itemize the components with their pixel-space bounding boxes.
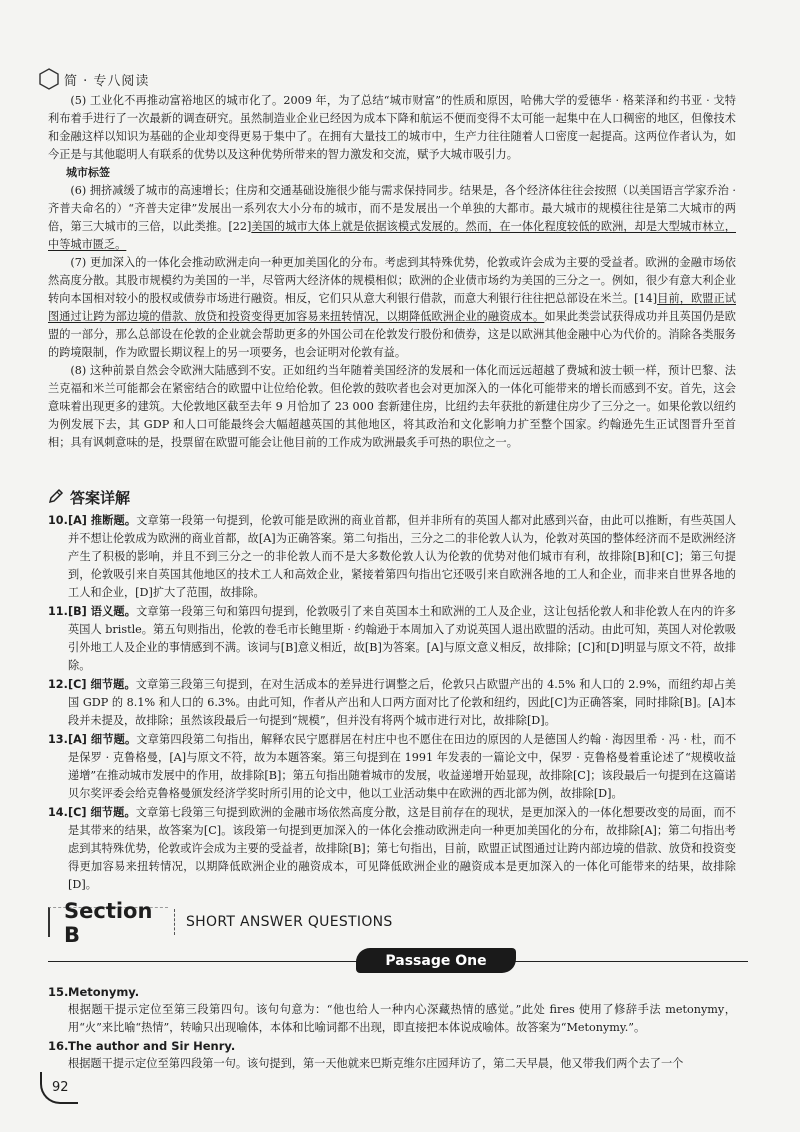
answer-item	[48, 676, 736, 730]
short-answer-heading	[48, 1037, 736, 1055]
answer-key: [B] 语义题。	[68, 605, 137, 618]
paragraph-6	[48, 182, 736, 254]
answer-text: 文章第一段第三句和第四句提到，伦敦吸引了来自英国本土和欧洲的工人及企业，这让包括伦敦人和非伦敦人在内的许多英国人 bristle。第五句则指出，伦敦的卷毛市长鲍里斯 · 约翰逊于本周加入了劝说英国人退出欧盟的活动。由此可知，英国人对伦敦吸引外地工人及企业的事情感到不满。该词与[B]意义相近，故[B]为答案。[A]与原文意义相反，故排除；[C]和[D]明显与原文不符，故排除。	[68, 605, 736, 672]
answer-list	[48, 512, 736, 895]
answer-number: 13.	[48, 733, 68, 746]
answer-body	[68, 512, 736, 602]
section-subtitle: SHORT ANSWER QUESTIONS	[186, 914, 393, 930]
paragraph-7-text: (7) 更加深入的一体化会推动欧洲走向一种更加美国化的分布。考虑到其特殊优势，伦敦或许会成为主要的受益者。欧洲的金融市场依然高度分散。其股市规模约为美国的一半，尽管两大经济体的规模相似；欧洲的企业债市场约为美国的三分之一。例如，很少有意大利企业转向本国相对较小的股权或债券市场进行融资。相反，它们只从意大利银行借款，而意大利银行往往把总部设在米兰。[14]	[48, 256, 736, 305]
answer-body	[68, 603, 736, 675]
answer-text: 文章第三段第三句提到，在对生活成本的差异进行调整之后，伦敦只占欧盟产出的 4.5% 和人口的 2.9%，而纽约却占美国 GDP 的 8.1% 和人口的 6.3%。由此可知，作者从产出和人口两方面对比了伦敦和纽约，因此[C]为正确答案，同时排除[B]。[A]本段并未提及，故排除；虽然该段最后一句提到“规模”，但并没有将两个城市进行对比，故排除[D]。	[68, 678, 736, 727]
paragraph-7	[48, 254, 736, 362]
answer-body	[68, 731, 736, 803]
paragraph-6-underlined: 美国的城市大体上就是依据该模式发展的。然而，在一体化程度较低的欧洲，却是大型城市林立，中等城市匮乏。	[48, 220, 736, 251]
answer-key: [C] 细节题。	[68, 806, 136, 819]
answer-body	[68, 804, 736, 894]
hexagon-icon	[38, 68, 60, 90]
short-answer-list	[48, 983, 736, 1073]
page-number-badge	[40, 1072, 80, 1102]
book-label: 简 · 专八阅读	[64, 73, 150, 89]
short-answer-answer: The author and Sir Henry.	[68, 1039, 236, 1053]
short-answer-number: 16.	[48, 1039, 69, 1053]
answers-title: 答案详解	[70, 489, 131, 507]
passage-banner	[48, 946, 748, 976]
answer-number: 14.	[48, 806, 68, 819]
answer-number: 12.	[48, 678, 68, 691]
answer-number: 11.	[48, 605, 68, 618]
paragraph-7-text-end: 如果此类尝试获得成功并且英国仍是欧盟的一部分，那么总部设在伦敦的企业就会帮助更多的外国公司在伦敦发行股份和债券，这是以欧洲其他金融中心为代价的。消除各类服务的跨境限制，作为欧盟长期议程上的另一项要务，也会证明对伦敦有益。	[48, 310, 736, 359]
passage-body	[48, 92, 736, 452]
answer-body	[68, 676, 736, 730]
answer-text: 文章第一段第一句提到，伦敦可能是欧洲的商业首都，但并非所有的英国人都对此感到兴奋，由此可以推断，有些英国人并不想让伦敦成为欧洲的商业首都，故[A]为正确答案。第二句指出，三分之二的非伦敦人认为，伦敦对英国的整体经济而不是欧洲经济产生了积极的影响，并且不到三分之一的非伦敦人而不是大多数伦敦人认为伦敦的优势对他们城市有利，故排除[B]和[C]；第三句提到，伦敦吸引来自英国其他地区的技术工人和高效企业，紧接着第四句指出它还吸引来自欧洲各地的工人和企业，而非来自世界各地的工人和企业，[D]扩大了范围，故排除。	[68, 514, 737, 599]
answer-key: [A] 细节题。	[68, 733, 137, 746]
passage-label: Passage One	[356, 948, 516, 973]
paragraph-5: (5) 工业化不再推动富裕地区的城市化了。2009 年，为了总结“城市财富”的性质和原因，哈佛大学的爱德华 · 格莱泽和约书亚 · 戈特利布着手进行了一次最新的调查研究。虽然制造业企业已经因为成本下降和航运不便而变得不太可能一起集中在人口稠密的地区，但像技术和金融这样以知识为基础的企业却变得更易于集中了。在拥有大量技工的城市中，生产力往往随着人口密度一起提高。这两位作者认为，如今正是与其他聪明人有联系的优势以及这种优势所带来的智力激发和交流，赋予大城市吸引力。	[48, 94, 736, 161]
page-number: 92	[52, 1080, 69, 1095]
paragraph-8: (8) 这种前景自然会令欧洲大陆感到不安。正如纽约当年随着美国经济的发展和一体化而远远超越了费城和波士顿一样，预计巴黎、法兰克福和米兰可能都会在紧密结合的欧盟中让位给伦敦。但伦敦的鼓吹者也会对更加深入的一体化可能带来的增长而感到不安。首先，这会意味着出现更多的建筑。大伦敦地区截至去年 9 月恰加了 23 000 套新建住房，比纽约去年获批的新建住房少了三分之一。如果伦敦以纽约为例发展下去，其 GDP 和人口可能最终会大幅超越英国的其他地区，将其政治和文化影响力扩至整个国家。约翰逊先生正试图晋升至首相；具有讽刺意味的是，投票留在欧盟可能会让他目前的工作成为欧洲最炙手可热的职位之一。	[48, 364, 736, 449]
section-divider	[174, 909, 176, 935]
short-answer-number: 15.	[48, 985, 69, 999]
section-title: Section B	[64, 898, 153, 947]
short-answer-item	[48, 1037, 736, 1073]
paragraph-7-underlined: 目前，欧盟正试图通过让跨为部边境的借款、放贷和投资变得更加容易来扭转情况，以期降低欧洲企业的融资成本。	[48, 292, 736, 323]
short-answer-explanation: 根据题干提示定位至第三段第四句。该句句意为：“他也给人一种内心深藏热情的感觉。”此处 fires 使用了修辞手法 metonymy，用“火”来比喻“热情”，转喻只出现喻体，本体和比喻词都不出现，即直接把本体说成喻体。故答案为“Metonymy.”。	[68, 1003, 736, 1034]
answer-number: 10.	[48, 514, 68, 527]
answer-key: [C] 细节题。	[68, 678, 136, 691]
short-answer-answer: Metonymy.	[68, 985, 140, 999]
answer-text: 文章第四段第二句指出，解释农民宁愿群居在村庄中也不愿住在田边的原因的人是德国人约翰 · 海因里希 · 冯 · 杜，而不是保罗 · 克鲁格曼，[A]与原文不符，故为本题答案。第三句提到在 1991 年发表的一篇论文中，保罗 · 克鲁格曼着重论述了“规模收益递增”在推动城市发展中的作用，故排除[B]；第五句指出随着城市的发展，收益递增开始显现，故排除[C]；该段最后一句提到在这篇诺贝尔奖评委会给克鲁格曼颁发经济学奖时所引用的论文中，他以工业活动集中在欧洲的西北部为例，故排除[D]。	[68, 733, 737, 800]
paragraph-6-text: (6) 拥挤减缓了城市的高速增长；住房和交通基础设施很少能与需求保持同步。结果是，各个经济体往往会按照（以美国语言学家乔治 · 齐普夫命名的）“齐普夫定律”发展出一系列农大小分布的城市，而不是发展出一个单独的大都市。最大城市的规模往往是第二大城市的两倍，第三大城市的三倍，以此类推。[22]	[48, 184, 736, 233]
answers-heading	[48, 487, 130, 508]
running-head	[38, 66, 149, 92]
pencil-icon	[48, 488, 64, 508]
answer-item	[48, 804, 736, 894]
section-heading: 城市标签	[66, 166, 110, 179]
answer-item	[48, 512, 736, 602]
answer-text: 文章第七段第三句提到欧洲的金融市场依然高度分散，这是目前存在的现状，是更加深入的一体化想要改变的局面，而不是其带来的结果，故答案为[C]。该段第一句提到更加深入的一体化会推动欧洲走向一种更加美国化的分布，故排除[A]；第二句指出考虑到其特殊优势，伦敦或许会成为主要的受益者，故排除[B]；第七句指出，目前，欧盟正试图通过让跨内部边境的借款、放贷和投资变得更加容易来扭转情况，以期降低欧洲企业的融资成本，可见降低欧洲企业的融资成本是更加深入的一体化可能带来的结果，故排除[D]。	[68, 806, 736, 891]
section-header	[48, 898, 393, 947]
short-answer-heading	[48, 983, 736, 1001]
answer-key: [A] 推断题。	[68, 514, 137, 527]
short-answer-item	[48, 983, 736, 1037]
answer-item	[48, 603, 736, 675]
section-title-box	[48, 898, 168, 947]
answer-item	[48, 731, 736, 803]
short-answer-explanation: 根据题干提示定位至第四段第一句。该句提到，第一天他就来巴斯克维尔庄园拜访了，第二天早晨，他又带我们两个去了一个	[68, 1057, 684, 1070]
